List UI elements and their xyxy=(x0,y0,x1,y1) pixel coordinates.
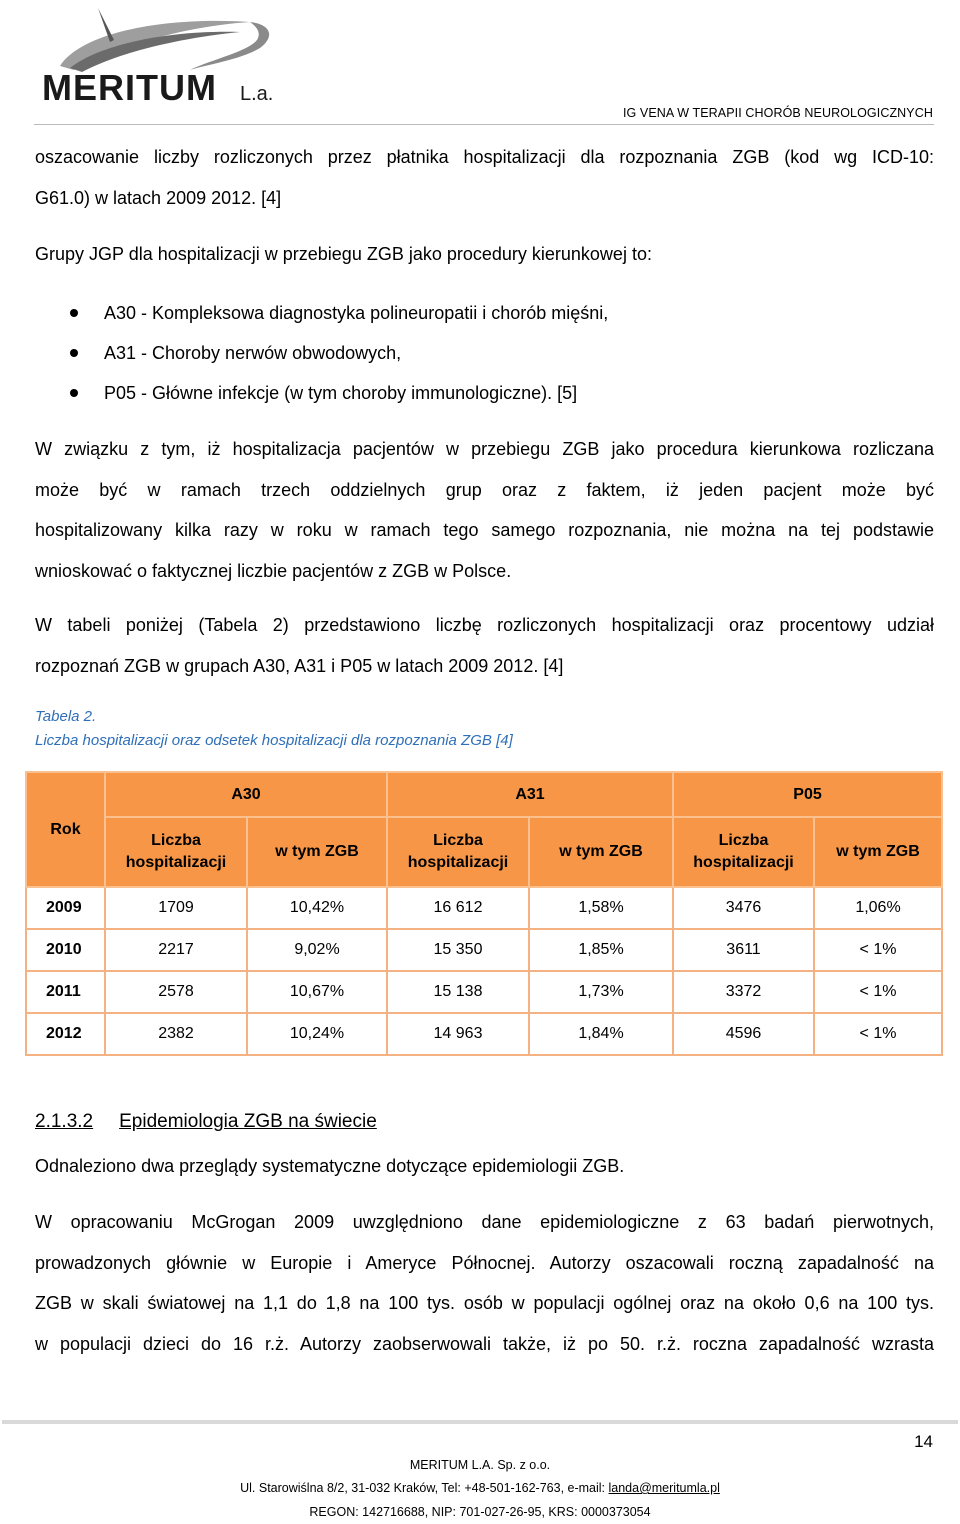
list-item-text: A30 - Kompleksowa diagnostyka polineuropatii i chorób mięśni, xyxy=(104,303,609,323)
paragraph-line: prowadzonych głównie w Europie i Ameryce Północnej. Autorzy oszacowali roczną zapadalność na xyxy=(35,1252,934,1273)
paragraph-reviews: Odnaleziono dwa przeglądy systematyczne dotyczące epidemiologii ZGB. xyxy=(35,1156,625,1176)
cell-year: 2011 xyxy=(26,971,105,1013)
list-item xyxy=(70,293,608,333)
bullet-icon xyxy=(70,389,78,397)
table-row xyxy=(26,929,942,971)
footer-company: MERITUM L.A. Sp. z o.o. xyxy=(409,1458,551,1472)
bullet-icon xyxy=(70,309,78,317)
cell-value: 3611 xyxy=(673,929,814,971)
svg-text:L.a.: L.a. xyxy=(240,83,274,104)
table-caption-label: Tabela 2. xyxy=(35,708,97,725)
cell-value: < 1% xyxy=(814,929,942,971)
section-number: 2.1.3.2 xyxy=(35,1111,94,1132)
table-caption-title: Liczba hospitalizacji oraz odsetek hospitalizacji dla rozpoznania ZGB [4] xyxy=(35,732,513,749)
intro-line-1: oszacowanie liczby rozliczonych przez płatnika hospitalizacji dla rozpoznania ZGB (kod wg ICD-10: xyxy=(35,147,934,167)
cell-value: 3476 xyxy=(673,887,814,929)
cell-year: 2009 xyxy=(26,887,105,929)
paragraph-table-intro xyxy=(35,605,934,686)
paragraph-line: W tabeli poniżej (Tabela 2) przedstawiono liczbę rozliczonych hospitalizacji oraz procentowy udział xyxy=(35,615,934,635)
groups-intro: Grupy JGP dla hospitalizacji w przebiegu ZGB jako procedury kierunkowej to: xyxy=(35,244,652,264)
list-item-text: A31 - Choroby nerwów obwodowych, xyxy=(104,343,402,363)
list-item xyxy=(70,333,608,373)
footer-registry: REGON: 142716688, NIP: 701-027-26-95, KRS: 0000373054 xyxy=(309,1505,651,1519)
svg-text:MERITUM: MERITUM xyxy=(42,67,217,104)
cell-value: 3372 xyxy=(673,971,814,1013)
company-logo xyxy=(40,4,310,104)
cell-value: 10,67% xyxy=(247,971,387,1013)
cell-value: 14 963 xyxy=(387,1013,529,1055)
list-item-text: P05 - Główne infekcje (w tym choroby immunologiczne). [5] xyxy=(104,383,578,403)
intro-line-2: G61.0) w latach 2009 2012. [4] xyxy=(35,187,282,208)
cell-value: 4596 xyxy=(673,1013,814,1055)
cell-value: < 1% xyxy=(814,1013,942,1055)
footer-divider xyxy=(2,1420,958,1424)
table-row xyxy=(26,971,942,1013)
cell-value: 1709 xyxy=(105,887,247,929)
paragraph-line: W opracowaniu McGrogan 2009 uwzględniono dane epidemiologiczne z 63 badań pierwotnych, xyxy=(35,1212,934,1232)
paragraph-line: W związku z tym, iż hospitalizacja pacjentów w przebiegu ZGB jako procedura kierunkowa rozliczana xyxy=(35,439,934,459)
paragraph-line: wnioskować o faktycznej liczbie pacjentów z ZGB w Polsce. xyxy=(35,560,512,581)
table-row xyxy=(26,1013,942,1055)
paragraph-line: może być w ramach trzech oddzielnych grup oraz z faktem, iż jeden pacjent może być xyxy=(35,479,934,500)
column-header-zgb: w tym ZGB xyxy=(529,817,673,887)
cell-value: 15 350 xyxy=(387,929,529,971)
column-header-count: Liczba hospitalizacji xyxy=(673,817,814,887)
footer-address-text: Ul. Starowiślna 8/2, 31-032 Kraków, Tel: +48-501-162-763, e-mail: xyxy=(240,1481,609,1495)
column-group-a30: A30 xyxy=(105,772,387,817)
cell-value: 15 138 xyxy=(387,971,529,1013)
paragraph-line: w populacji dzieci do 16 r.ż. Autorzy zaobserwowali także, iż po 50. r.ż. roczna zapadalność wzrasta xyxy=(35,1333,934,1354)
footer-email-link[interactable]: landa@meritumla.pl xyxy=(608,1481,720,1495)
column-header-rok: Rok xyxy=(26,772,105,887)
cell-value: 1,85% xyxy=(529,929,673,971)
cell-value: 2217 xyxy=(105,929,247,971)
cell-value: 10,42% xyxy=(247,887,387,929)
cell-value: 2578 xyxy=(105,971,247,1013)
section-heading xyxy=(35,1111,377,1133)
column-group-p05: P05 xyxy=(673,772,942,817)
section-title: Epidemiologia ZGB na świecie xyxy=(119,1111,377,1132)
page-number: 14 xyxy=(914,1432,933,1451)
cell-year: 2010 xyxy=(26,929,105,971)
header-title: IG VENA W TERAPII CHORÓB NEUROLOGICZNYCH xyxy=(622,106,933,120)
bullet-icon xyxy=(70,349,78,357)
cell-value: 9,02% xyxy=(247,929,387,971)
header-divider xyxy=(34,124,934,125)
paragraph-line: hospitalizowany kilka razy w roku w ramach tego samego rozpoznania, nie można na tej podstawie xyxy=(35,520,934,540)
list-item xyxy=(70,373,608,413)
table-row xyxy=(26,887,942,929)
cell-value: 1,06% xyxy=(814,887,942,929)
column-header-zgb: w tym ZGB xyxy=(247,817,387,887)
cell-value: 16 612 xyxy=(387,887,529,929)
column-header-count: Liczba hospitalizacji xyxy=(387,817,529,887)
paragraph-hospitalization xyxy=(35,429,934,591)
cell-value: 10,24% xyxy=(247,1013,387,1055)
cell-value: < 1% xyxy=(814,971,942,1013)
cell-value: 1,84% xyxy=(529,1013,673,1055)
cell-value: 1,58% xyxy=(529,887,673,929)
column-header-count: Liczba hospitalizacji xyxy=(105,817,247,887)
column-header-zgb: w tym ZGB xyxy=(814,817,942,887)
cell-year: 2012 xyxy=(26,1013,105,1055)
paragraph-line: ZGB w skali światowej na 1,1 do 1,8 na 100 tys. osób w populacji ogólnej oraz na około 0,6 na 100 tys. xyxy=(35,1293,934,1313)
paragraph-line: rozpoznań ZGB w grupach A30, A31 i P05 w latach 2009 2012. [4] xyxy=(35,655,564,676)
hospitalization-table xyxy=(25,771,943,1056)
intro-paragraph xyxy=(35,137,934,218)
footer-address xyxy=(0,1481,960,1495)
cell-value: 2382 xyxy=(105,1013,247,1055)
paragraph-mcgrogan xyxy=(35,1202,934,1364)
cell-value: 1,73% xyxy=(529,971,673,1013)
jgp-group-list xyxy=(70,293,608,413)
column-group-a31: A31 xyxy=(387,772,673,817)
